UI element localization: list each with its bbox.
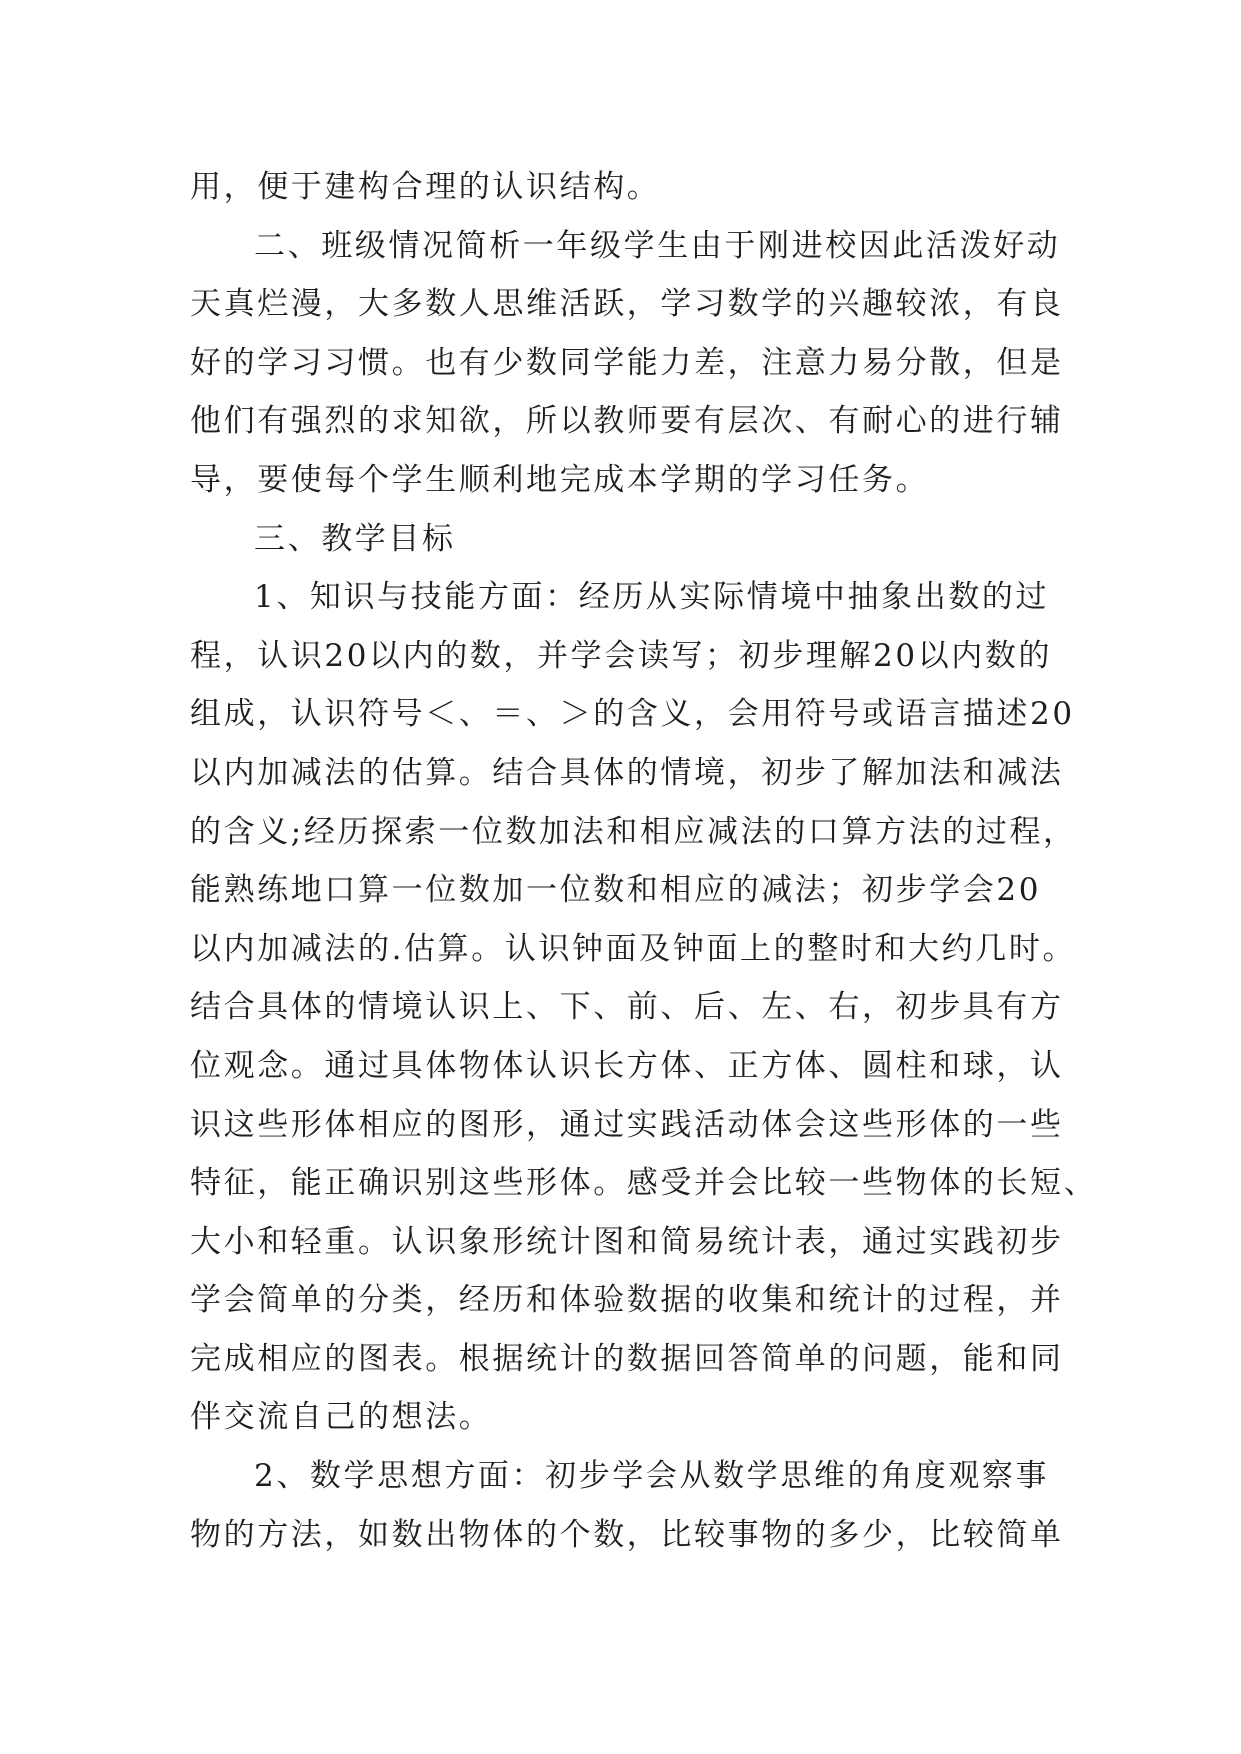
text-line: 用，便于建构合理的认识结构。 — [190, 169, 661, 205]
text-line: 2、数学思想方面：初步学会从数学思维的角度观察事 — [254, 1458, 1050, 1495]
text-line: 位观念。通过具体物体认识长方体、正方体、圆柱和球，认 — [190, 1047, 1064, 1084]
text-line: 的含义;经历探索一位数加法和相应减法的口算方法的过程， — [190, 813, 1077, 850]
text-line: 导，要使每个学生顺利地完成本学期的学习任务。 — [190, 461, 930, 498]
section-heading: 三、教学目标 — [254, 520, 456, 557]
text-line: 天真烂漫，大多数人思维活跃，学习数学的兴趣较浓，有良 — [190, 286, 1064, 323]
text-line: 识这些形体相应的图形，通过实践活动体会这些形体的一些 — [190, 1106, 1064, 1143]
text-line: 学会简单的分类，经历和体验数据的收集和统计的过程，并 — [190, 1282, 1064, 1319]
text-line: 组成，认识符号＜、＝、＞的含义，会用符号或语言描述20 — [190, 696, 1075, 733]
document-body — [190, 158, 1098, 1564]
text-line: 物的方法，如数出物体的个数，比较事物的多少，比较简单 — [190, 1516, 1064, 1553]
text-line: 好的学习习惯。也有少数同学能力差，注意力易分散，但是 — [190, 344, 1064, 381]
text-line: 程，认识20以内的数，并学会读写；初步理解20以内数的 — [190, 637, 1053, 674]
text-line: 以内加减法的.估算。认识钟面及钟面上的整时和大约几时。 — [190, 930, 1077, 967]
text-line: 结合具体的情境认识上、下、前、后、左、右，初步具有方 — [190, 989, 1064, 1026]
text-line: 以内加减法的估算。结合具体的情境，初步了解加法和减法 — [190, 754, 1064, 791]
text-line: 伴交流自己的想法。 — [190, 1399, 493, 1436]
text-line: 二、班级情况简析一年级学生由于刚进校因此活泼好动 — [254, 227, 1061, 264]
text-line: 能熟练地口算一位数加一位数和相应的减法；初步学会20 — [190, 872, 1042, 909]
text-line: 特征，能正确识别这些形体。感受并会比较一些物体的长短、 — [190, 1165, 1098, 1202]
text-line: 他们有强烈的求知欲，所以教师要有层次、有耐心的进行辅 — [190, 403, 1064, 440]
text-line: 大小和轻重。认识象形统计图和简易统计表，通过实践初步 — [190, 1223, 1064, 1260]
text-line: 完成相应的图表。根据统计的数据回答简单的问题，能和同 — [190, 1340, 1064, 1377]
text-line: 1、知识与技能方面：经历从实际情境中抽象出数的过 — [254, 579, 1050, 616]
